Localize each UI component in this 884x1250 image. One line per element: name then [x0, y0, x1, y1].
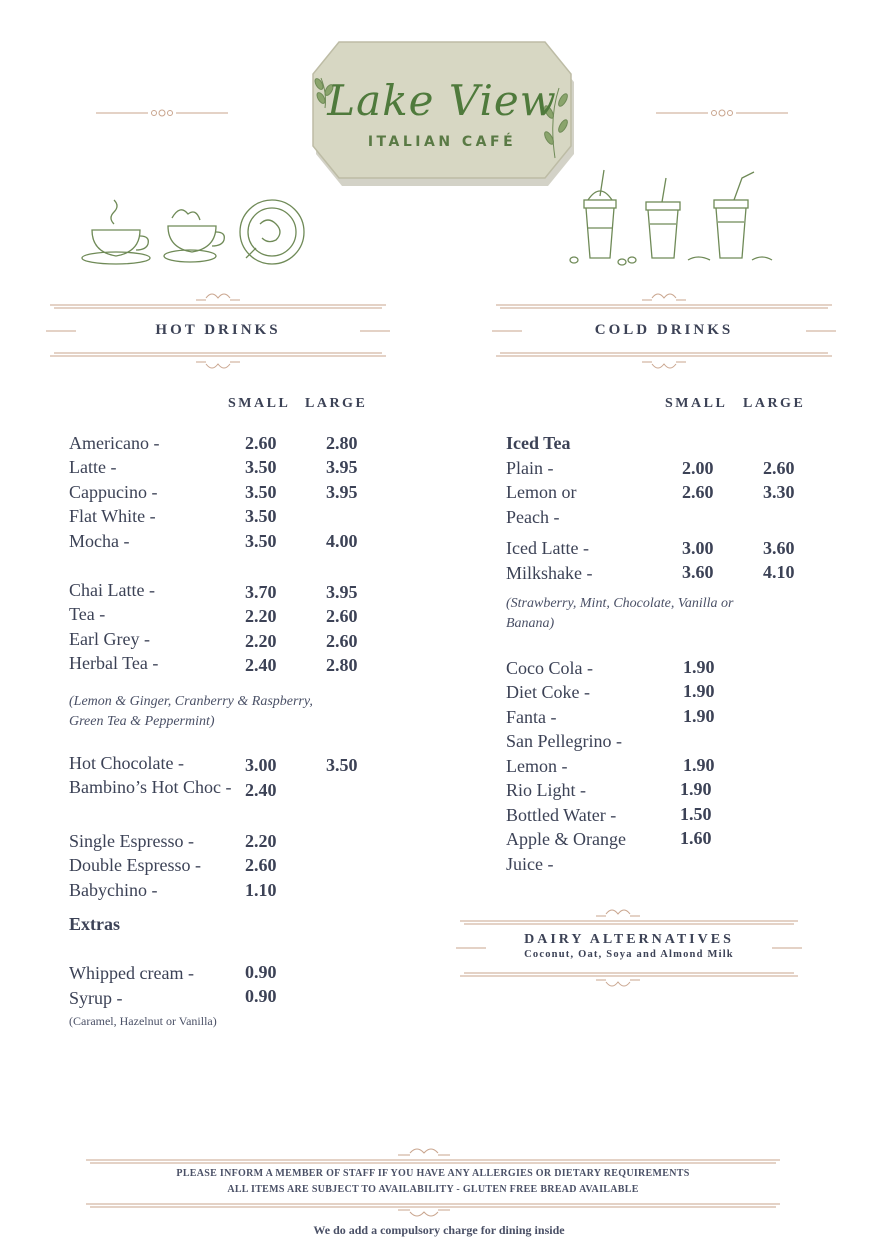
footer-dining-charge: We do add a compulsory charge for dining inside [313, 1223, 565, 1237]
cold-col-small: SMALL [665, 396, 728, 411]
footer-allergy-notice: PLEASE INFORM A MEMBER OF STAFF IF YOU HAVE ANY ALLERGIES OR DIETARY REQUIREMENTS [176, 1168, 690, 1179]
price-small: 3.60 [682, 562, 714, 582]
price-large: 2.80 [326, 433, 358, 453]
menu-item-name: Single Espresso - [69, 831, 194, 851]
extra-item-price: 0.90 [245, 962, 277, 982]
price: 1.90 [683, 755, 715, 775]
menu-item-name: Apple & Orange [506, 829, 626, 849]
price-small: 2.60 [682, 482, 714, 502]
menu-item-name: Tea - [69, 604, 106, 624]
dairy-frame [456, 904, 802, 992]
price-small: 1.10 [245, 880, 277, 900]
extra-item-name: Whipped cream - [69, 963, 194, 983]
hot-drinks-title: HOT DRINKS [155, 322, 281, 338]
menu-item-name: Americano - [69, 433, 160, 453]
dairy-title: DAIRY ALTERNATIVES [524, 932, 734, 947]
menu-item-name: Diet Coke - [506, 682, 590, 702]
menu-item-name: Rio Light - [506, 780, 586, 800]
dairy-subtitle: Coconut, Oat, Soya and Almond Milk [524, 949, 734, 960]
iced-tea-title: Iced Tea [506, 433, 571, 453]
menu-item-name: Fanta - [506, 707, 557, 727]
extras-title: Extras [69, 914, 120, 934]
logo [309, 38, 575, 190]
menu-item-name: Lemon - [506, 756, 568, 776]
price-small: 3.50 [245, 506, 277, 526]
hot-col-small: SMALL [228, 396, 291, 411]
price: 1.50 [680, 804, 712, 824]
menu-item-name-cont: Peach - [506, 507, 560, 527]
price-large: 3.50 [326, 755, 358, 775]
menu-item-name: Bambino’s Hot Choc - [69, 777, 232, 797]
price-large: 2.60 [763, 458, 795, 478]
hot-col-large: LARGE [305, 396, 368, 411]
menu-item-name: Herbal Tea - [69, 653, 159, 673]
price-small: 2.40 [245, 780, 277, 800]
price: 1.90 [683, 706, 715, 726]
price-large: 2.80 [326, 655, 358, 675]
price-small: 3.00 [682, 538, 714, 558]
price-large: 3.95 [326, 482, 358, 502]
cold-col-large: LARGE [743, 396, 806, 411]
menu-item-name: Cappucino - [69, 482, 158, 502]
price-large: 2.60 [326, 631, 358, 651]
price-small: 2.60 [245, 855, 277, 875]
price-small: 3.50 [245, 457, 277, 477]
price-small: 2.20 [245, 631, 277, 651]
footer-availability-notice: ALL ITEMS ARE SUBJECT TO AVAILABILITY - GLUTEN FREE BREAD AVAILABLE [227, 1184, 639, 1195]
price-small: 3.50 [245, 482, 277, 502]
price-large: 3.95 [326, 582, 358, 602]
price-small: 2.00 [682, 458, 714, 478]
price-large: 4.10 [763, 562, 795, 582]
brand-subtitle: ITALIAN CAFÉ [367, 134, 517, 150]
price-large: 3.60 [763, 538, 795, 558]
milkshake-note-line1: (Strawberry, Mint, Chocolate, Vanilla or [506, 596, 734, 611]
menu-item-name: Flat White - [69, 506, 156, 526]
menu-item-name-cont: Juice - [506, 854, 554, 874]
tea-note-line1: (Lemon & Ginger, Cranberry & Raspberry, [69, 694, 313, 709]
price-small: 3.70 [245, 582, 277, 602]
menu-item-name: Milkshake - [506, 563, 593, 583]
price-small: 2.40 [245, 655, 277, 675]
menu-item-name: Latte - [69, 457, 117, 477]
menu-item-name: Double Espresso - [69, 855, 201, 875]
price-large: 3.30 [763, 482, 795, 502]
header-ornament-left [96, 106, 228, 120]
price: 1.90 [683, 681, 715, 701]
price-small: 2.60 [245, 433, 277, 453]
hot-drinks-illustration [76, 196, 308, 270]
price-large: 4.00 [326, 531, 358, 551]
price: 1.90 [683, 657, 715, 677]
header-ornament-right [656, 106, 788, 120]
price-small: 2.20 [245, 831, 277, 851]
menu-item-name: Plain - [506, 458, 554, 478]
price: 1.90 [680, 779, 712, 799]
price-small: 3.00 [245, 755, 277, 775]
menu-item-name: Babychino - [69, 880, 158, 900]
menu-item-name: Earl Grey - [69, 629, 150, 649]
price-large: 3.95 [326, 457, 358, 477]
cold-drinks-illustration [566, 168, 774, 270]
menu-item-name: Bottled Water - [506, 805, 617, 825]
syrup-note: (Caramel, Hazelnut or Vanilla) [69, 1014, 217, 1028]
price-large: 2.60 [326, 606, 358, 626]
cold-drinks-title: COLD DRINKS [594, 322, 734, 338]
price-small: 3.50 [245, 531, 277, 551]
price: 1.60 [680, 828, 712, 848]
menu-item-name: Lemon or [506, 482, 577, 502]
brand-name: Lake View [327, 76, 557, 125]
menu-item-name: San Pellegrino - [506, 731, 622, 751]
menu-item-name: Iced Latte - [506, 538, 589, 558]
extra-item-price: 0.90 [245, 986, 277, 1006]
price-small: 2.20 [245, 606, 277, 626]
menu-item-name: Coco Cola - [506, 658, 593, 678]
menu-item-name: Hot Chocolate - [69, 753, 184, 773]
tea-note-line2: Green Tea & Peppermint) [69, 714, 215, 729]
extra-item-name: Syrup - [69, 988, 123, 1008]
menu-item-name: Mocha - [69, 531, 130, 551]
milkshake-note-line2: Banana) [506, 616, 555, 631]
menu-item-name: Chai Latte - [69, 580, 155, 600]
